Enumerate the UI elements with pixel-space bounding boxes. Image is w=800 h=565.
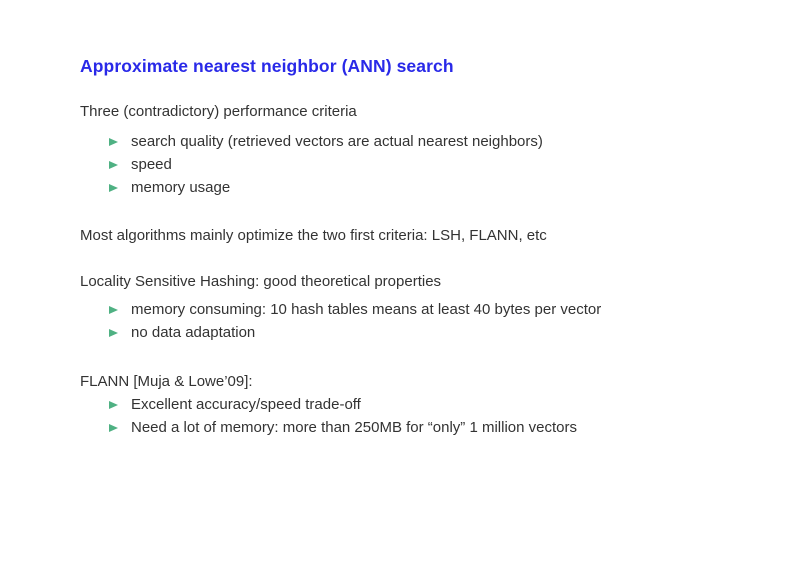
- bullet-triangle-icon: [109, 161, 118, 169]
- section-heading: Three (contradictory) performance criteria: [80, 103, 357, 120]
- bullet-item: [109, 419, 577, 437]
- slide-title: Approximate nearest neighbor (ANN) search: [80, 56, 454, 76]
- bullet-triangle-icon: [109, 184, 118, 192]
- bullet-text: no data adaptation: [131, 324, 256, 341]
- bullet-item: [109, 396, 361, 414]
- bullet-text: Excellent accuracy/speed trade-off: [131, 396, 361, 413]
- bullet-item: [109, 133, 543, 151]
- bullet-triangle-icon: [109, 138, 118, 146]
- bullet-item: [109, 324, 255, 342]
- section-heading: Most algorithms mainly optimize the two first criteria: LSH, FLANN, etc: [80, 227, 547, 244]
- bullet-text: memory consuming: 10 hash tables means at least 40 bytes per vector: [131, 301, 602, 318]
- bullet-item: [109, 156, 172, 174]
- bullet-text: speed: [131, 156, 172, 173]
- bullet-text: Need a lot of memory: more than 250MB for “only” 1 million vectors: [131, 419, 578, 436]
- section-heading: FLANN [Muja & Lowe’09]:: [80, 373, 253, 390]
- bullet-text: memory usage: [131, 179, 231, 196]
- section-heading: Locality Sensitive Hashing: good theoretical properties: [80, 273, 442, 290]
- bullet-item: [109, 301, 601, 319]
- bullet-text: search quality (retrieved vectors are actual nearest neighbors): [131, 133, 543, 150]
- bullet-triangle-icon: [109, 306, 118, 314]
- bullet-triangle-icon: [109, 424, 118, 432]
- bullet-triangle-icon: [109, 401, 118, 409]
- bullet-triangle-icon: [109, 329, 118, 337]
- bullet-item: [109, 179, 230, 197]
